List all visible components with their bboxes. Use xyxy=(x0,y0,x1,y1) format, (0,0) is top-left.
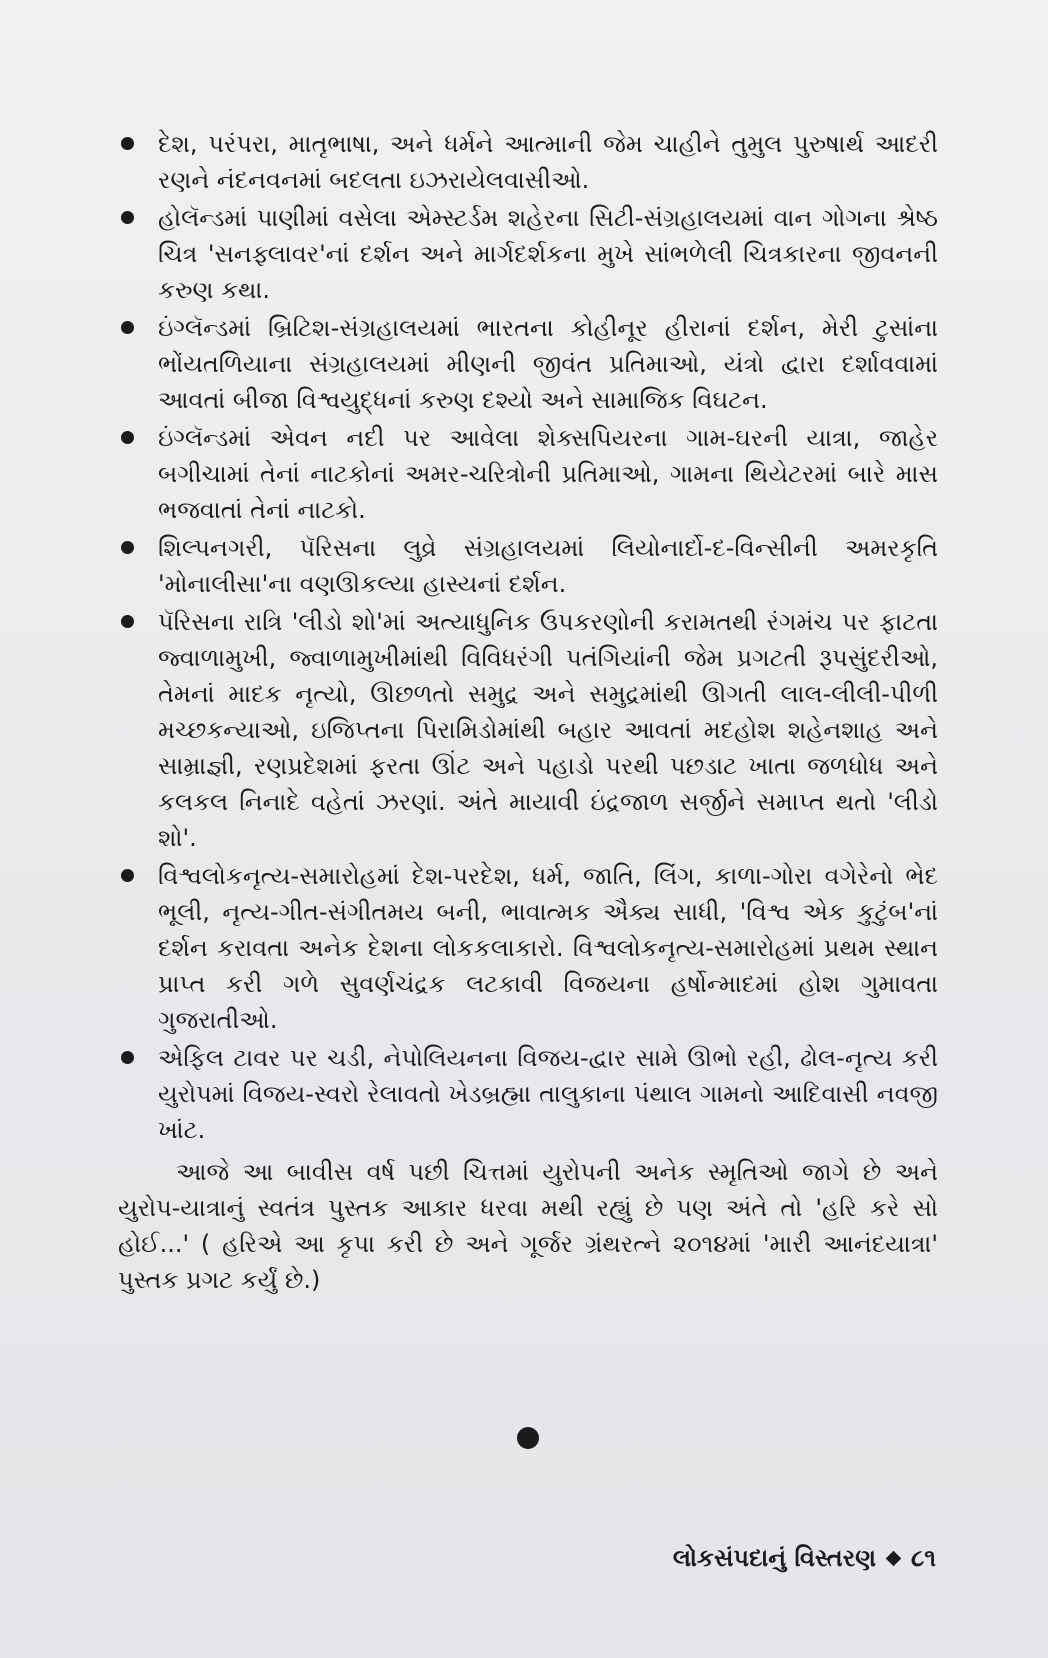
bullet-list xyxy=(118,126,938,1148)
bullet-text: પૅરિસના રાત્રિ 'લીડો શો'માં અત્યાધુનિક ઉપકરણોની કરામતથી રંગમંચ પર ફાટતા જ્વાળામુખી, જ્વાળામુખીમાંથી વિવિધરંગી પતંગિયાંની જેમ પ્રગટતી રૂપસુંદરીઓ, તેમનાં માદક નૃત્યો, ઊછળતો સમુદ્ર અને સમુદ્રમાંથી ઊગતી લાલ-લીલી-પીળી મચ્છકન્યાઓ, ઇજિપ્તના પિરામિડોમાંથી બહાર આવતાં મદહોશ શહેનશાહ અને સામ્રાજ્ઞી, રણપ્રદેશમાં ફરતા ઊંટ અને પહાડો પરથી પછડાટ ખાતા જળધોધ અને કલકલ નિનાદે વહેતાં ઝરણાં. અંતે માયાવી ઇંદ્રજાળ સર્જીને સમાપ્ત થતો 'લીડો શો'. xyxy=(158,608,938,852)
bullet-icon xyxy=(121,1051,134,1064)
list-item xyxy=(118,1040,938,1148)
list-item xyxy=(118,530,938,602)
bullet-text: ઇંગ્લૅન્ડમાં એવન નદી પર આવેલા શેક્સપિયરના ગામ-ઘરની યાત્રા, જાહેર બગીચામાં તેનાં નાટકોનાં અમર-ચરિત્રોની પ્રતિમાઓ, ગામના થિયેટરમાં બારે માસ ભજવાતાં તેનાં નાટકો. xyxy=(158,424,938,524)
bullet-text: હોલૅન્ડમાં પાણીમાં વસેલા એમ્સ્ટર્ડમ શહેરના સિટી-સંગ્રહાલયમાં વાન ગોગના શ્રેષ્ઠ ચિત્ર 'સનફ્લાવર'નાં દર્શન અને માર્ગદર્શકના મુખે સાંભળેલી ચિત્રકારના જીવનની કરુણ કથા. xyxy=(158,204,938,304)
bullet-icon xyxy=(121,137,134,150)
bullet-icon xyxy=(121,431,134,444)
bullet-text: વિશ્વલોકનૃત્ય-સમારોહમાં દેશ-પરદેશ, ધર્મ, જાતિ, લિંગ, કાળા-ગોરા વગેરેનો ભેદ ભૂલી, નૃત્ય-ગીત-સંગીતમય બની, ભાવાત્મક ઐક્ય સાધી, 'વિશ્વ એક કુટુંબ'નાં દર્શન કરાવતા અનેક દેશના લોકકલાકારો. વિશ્વલોકનૃત્ય-સમારોહમાં પ્રથમ સ્થાન પ્રાપ્ત કરી ગળે સુવર્ણચંદ્રક લટકાવી વિજયના હર્ષોન્માદમાં હોશ ગુમાવતા ગુજરાતીઓ. xyxy=(158,862,938,1034)
bullet-text: ઇંગ્લૅન્ડમાં બ્રિટિશ-સંગ્રહાલયમાં ભારતના કોહીનૂર હીરાનાં દર્શન, મેરી ટુસાંના ભોંયતળિયાના સંગ્રહાલયમાં મીણની જીવંત પ્રતિમાઓ, યંત્રો દ્વારા દર્શાવવામાં આવતાં બીજા વિશ્વયુદ્ધનાં કરુણ દશ્યો અને સામાજિક વિઘટન. xyxy=(158,314,938,414)
bullet-icon xyxy=(121,321,134,334)
bullet-text: એફિલ ટાવર પર ચડી, નેપોલિયનના વિજય-દ્વાર સામે ઊભો રહી, ઢોલ-નૃત્ય કરી યુરોપમાં વિજય-સ્વરો રેલાવતો ખેડબ્રહ્મા તાલુકાના પંથાલ ગામનો આદિવાસી નવજી ખાંટ. xyxy=(158,1044,938,1144)
section-end-dot-icon xyxy=(517,1427,539,1449)
page-number: ૮૧ xyxy=(911,1544,936,1572)
running-title: લોકસંપદાનું વિસ્તરણ xyxy=(672,1544,877,1572)
page-footer xyxy=(673,1541,936,1575)
list-item xyxy=(118,604,938,856)
bullet-icon xyxy=(121,615,134,628)
closing-paragraph: આજે આ બાવીસ વર્ષ પછી ચિત્તમાં યુરોપની અનેક સ્મૃતિઓ જાગે છે અને યુરોપ-યાત્રાનું સ્વતંત્ર પુસ્તક આકાર ધરવા મથી રહ્યું છે પણ અંતે તો 'હરિ કરે સો હોઈ...' ( હરિએ આ કૃપા કરી છે અને ગૂર્જર ગ્રંથરત્ને ૨૦૧૪માં 'મારી આનંદયાત્રા' પુસ્તક પ્રગટ કર્યું છે.) xyxy=(118,1158,938,1294)
diamond-icon xyxy=(886,1550,902,1566)
page-content xyxy=(118,126,938,1298)
bullet-icon xyxy=(121,211,134,224)
bullet-text: શિલ્પનગરી, પૅરિસના લુવ્રે સંગ્રહાલયમાં લિયોનાર્દો-દ-વિન્સીની અમરકૃતિ 'મોનાલીસા'ના વણઊકલ્યા હાસ્યનાં દર્શન. xyxy=(158,534,938,598)
bullet-text: દેશ, પરંપરા, માતૃભાષા, અને ધર્મને આત્માની જેમ ચાહીને તુમુલ પુરુષાર્થ આદરી રણને નંદનવનમાં બદલતા ઇઝરાયેલવાસીઓ. xyxy=(158,130,938,194)
bullet-icon xyxy=(121,541,134,554)
list-item xyxy=(118,126,938,198)
list-item xyxy=(118,858,938,1038)
list-item xyxy=(118,200,938,308)
bullet-icon xyxy=(121,869,134,882)
list-item xyxy=(118,310,938,418)
list-item xyxy=(118,420,938,528)
